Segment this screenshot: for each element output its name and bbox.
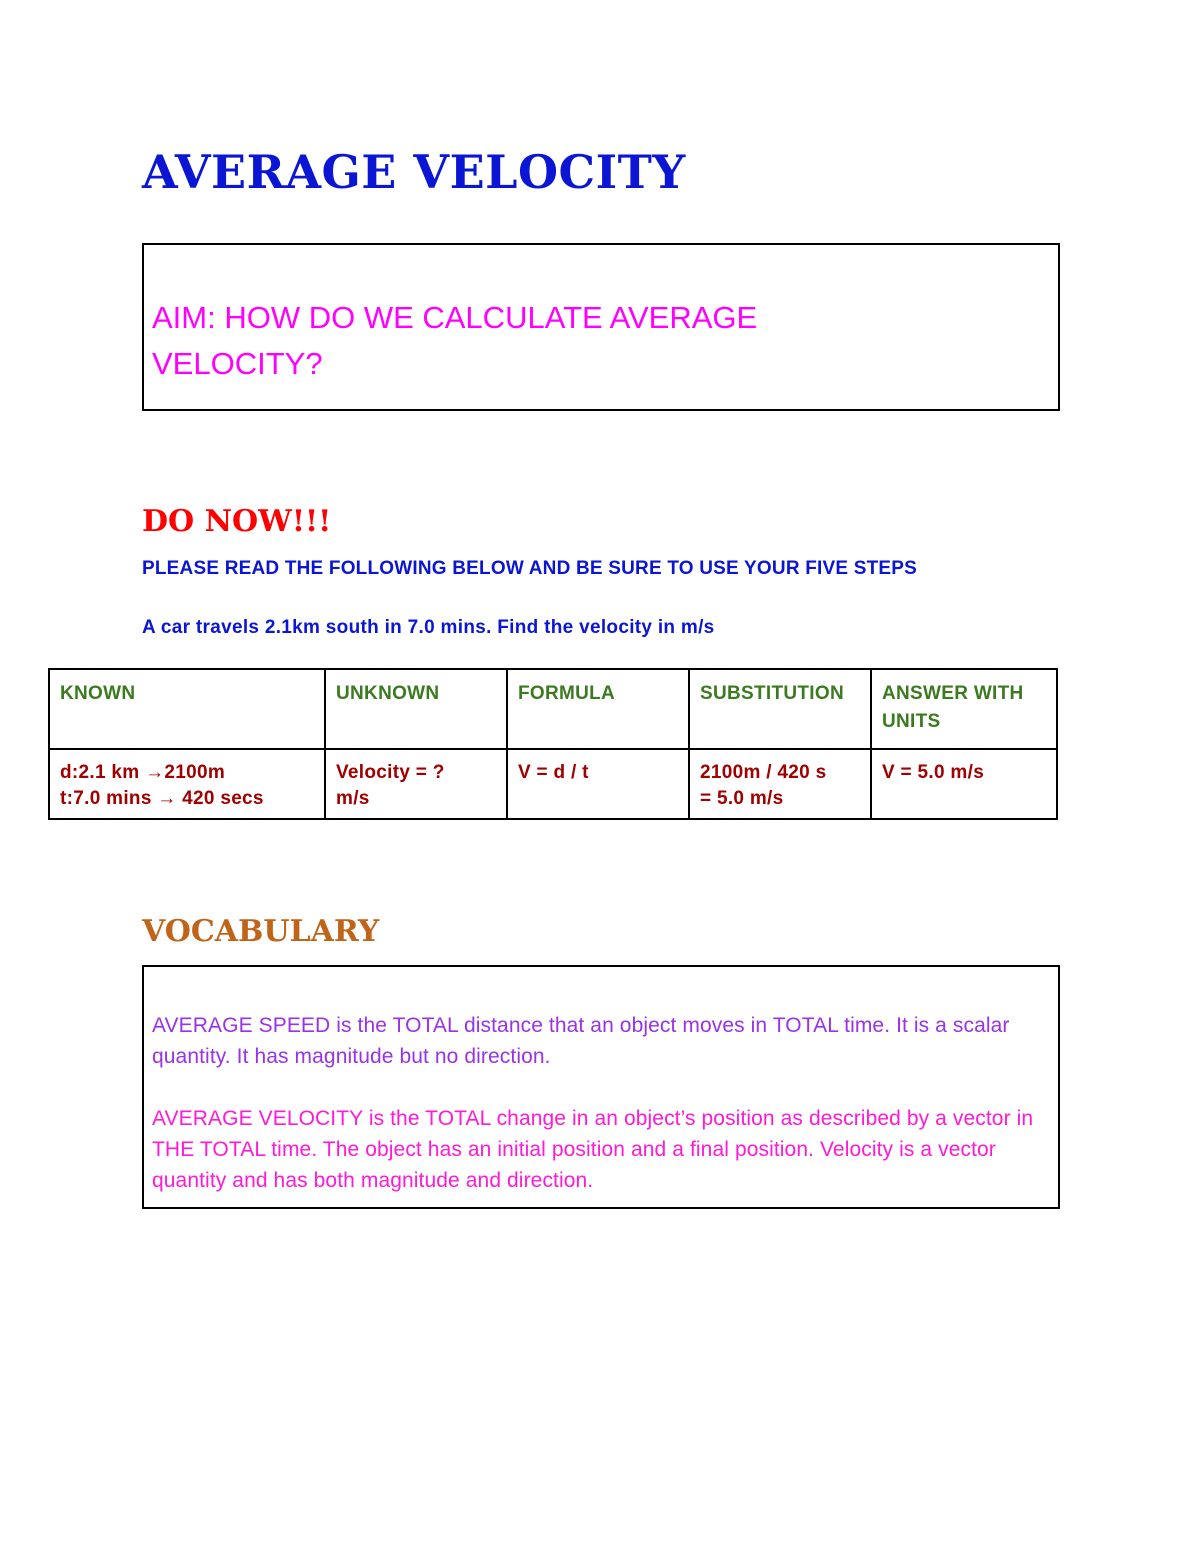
unknown-line-1: Velocity = ? [336, 762, 445, 783]
formula-line: V = d / t [518, 762, 589, 783]
answer-line: V = 5.0 m/s [882, 762, 985, 783]
known-distance: d:2.1 km →2100m [60, 762, 226, 783]
unknown-line-2: m/s [336, 788, 370, 809]
vocabulary-heading: VOCABULARY [142, 914, 380, 949]
aim-box [142, 243, 1060, 411]
aim-text [152, 295, 1032, 387]
cell-answer [871, 749, 1057, 819]
header-formula: FORMULA [507, 669, 689, 749]
aim-line-1: AIM: HOW DO WE CALCULATE AVERAGE [152, 300, 758, 335]
cell-known [49, 749, 325, 819]
substitution-line-1: 2100m / 420 s [700, 762, 827, 783]
five-steps-table [48, 668, 1058, 820]
cell-unknown [325, 749, 507, 819]
aim-line-2: VELOCITY? [152, 346, 323, 381]
header-answer: ANSWER WITH UNITS [871, 669, 1057, 749]
do-now-heading: DO NOW!!! [142, 504, 332, 539]
known-time: t:7.0 mins → 420 secs [60, 788, 264, 809]
page-title: AVERAGE VELOCITY [142, 145, 686, 199]
cell-formula [507, 749, 689, 819]
vocabulary-box [142, 965, 1060, 1209]
average-velocity-definition: AVERAGE VELOCITY is the TOTAL change in an object’s position as described by a vector in THE TOTAL time. The object has an initial position and a final position. Velocity is a vector quantity and has both magnitude and direction. [152, 1107, 1034, 1192]
cell-substitution [689, 749, 871, 819]
do-now-problem: A car travels 2.1km south in 7.0 mins. Find the velocity in m/s [142, 617, 715, 638]
table-header-row [49, 669, 1057, 749]
header-unknown: UNKNOWN [325, 669, 507, 749]
header-substitution: SUBSTITUTION [689, 669, 871, 749]
do-now-instruction: PLEASE READ THE FOLLOWING BELOW AND BE SURE TO USE YOUR FIVE STEPS [142, 558, 918, 579]
average-speed-definition: AVERAGE SPEED is the TOTAL distance that an object moves in TOTAL time. It is a scalar quantity. It has magnitude but no direction. [152, 1014, 1010, 1068]
header-known: KNOWN [49, 669, 325, 749]
table-row [49, 749, 1057, 819]
substitution-line-2: = 5.0 m/s [700, 788, 784, 809]
